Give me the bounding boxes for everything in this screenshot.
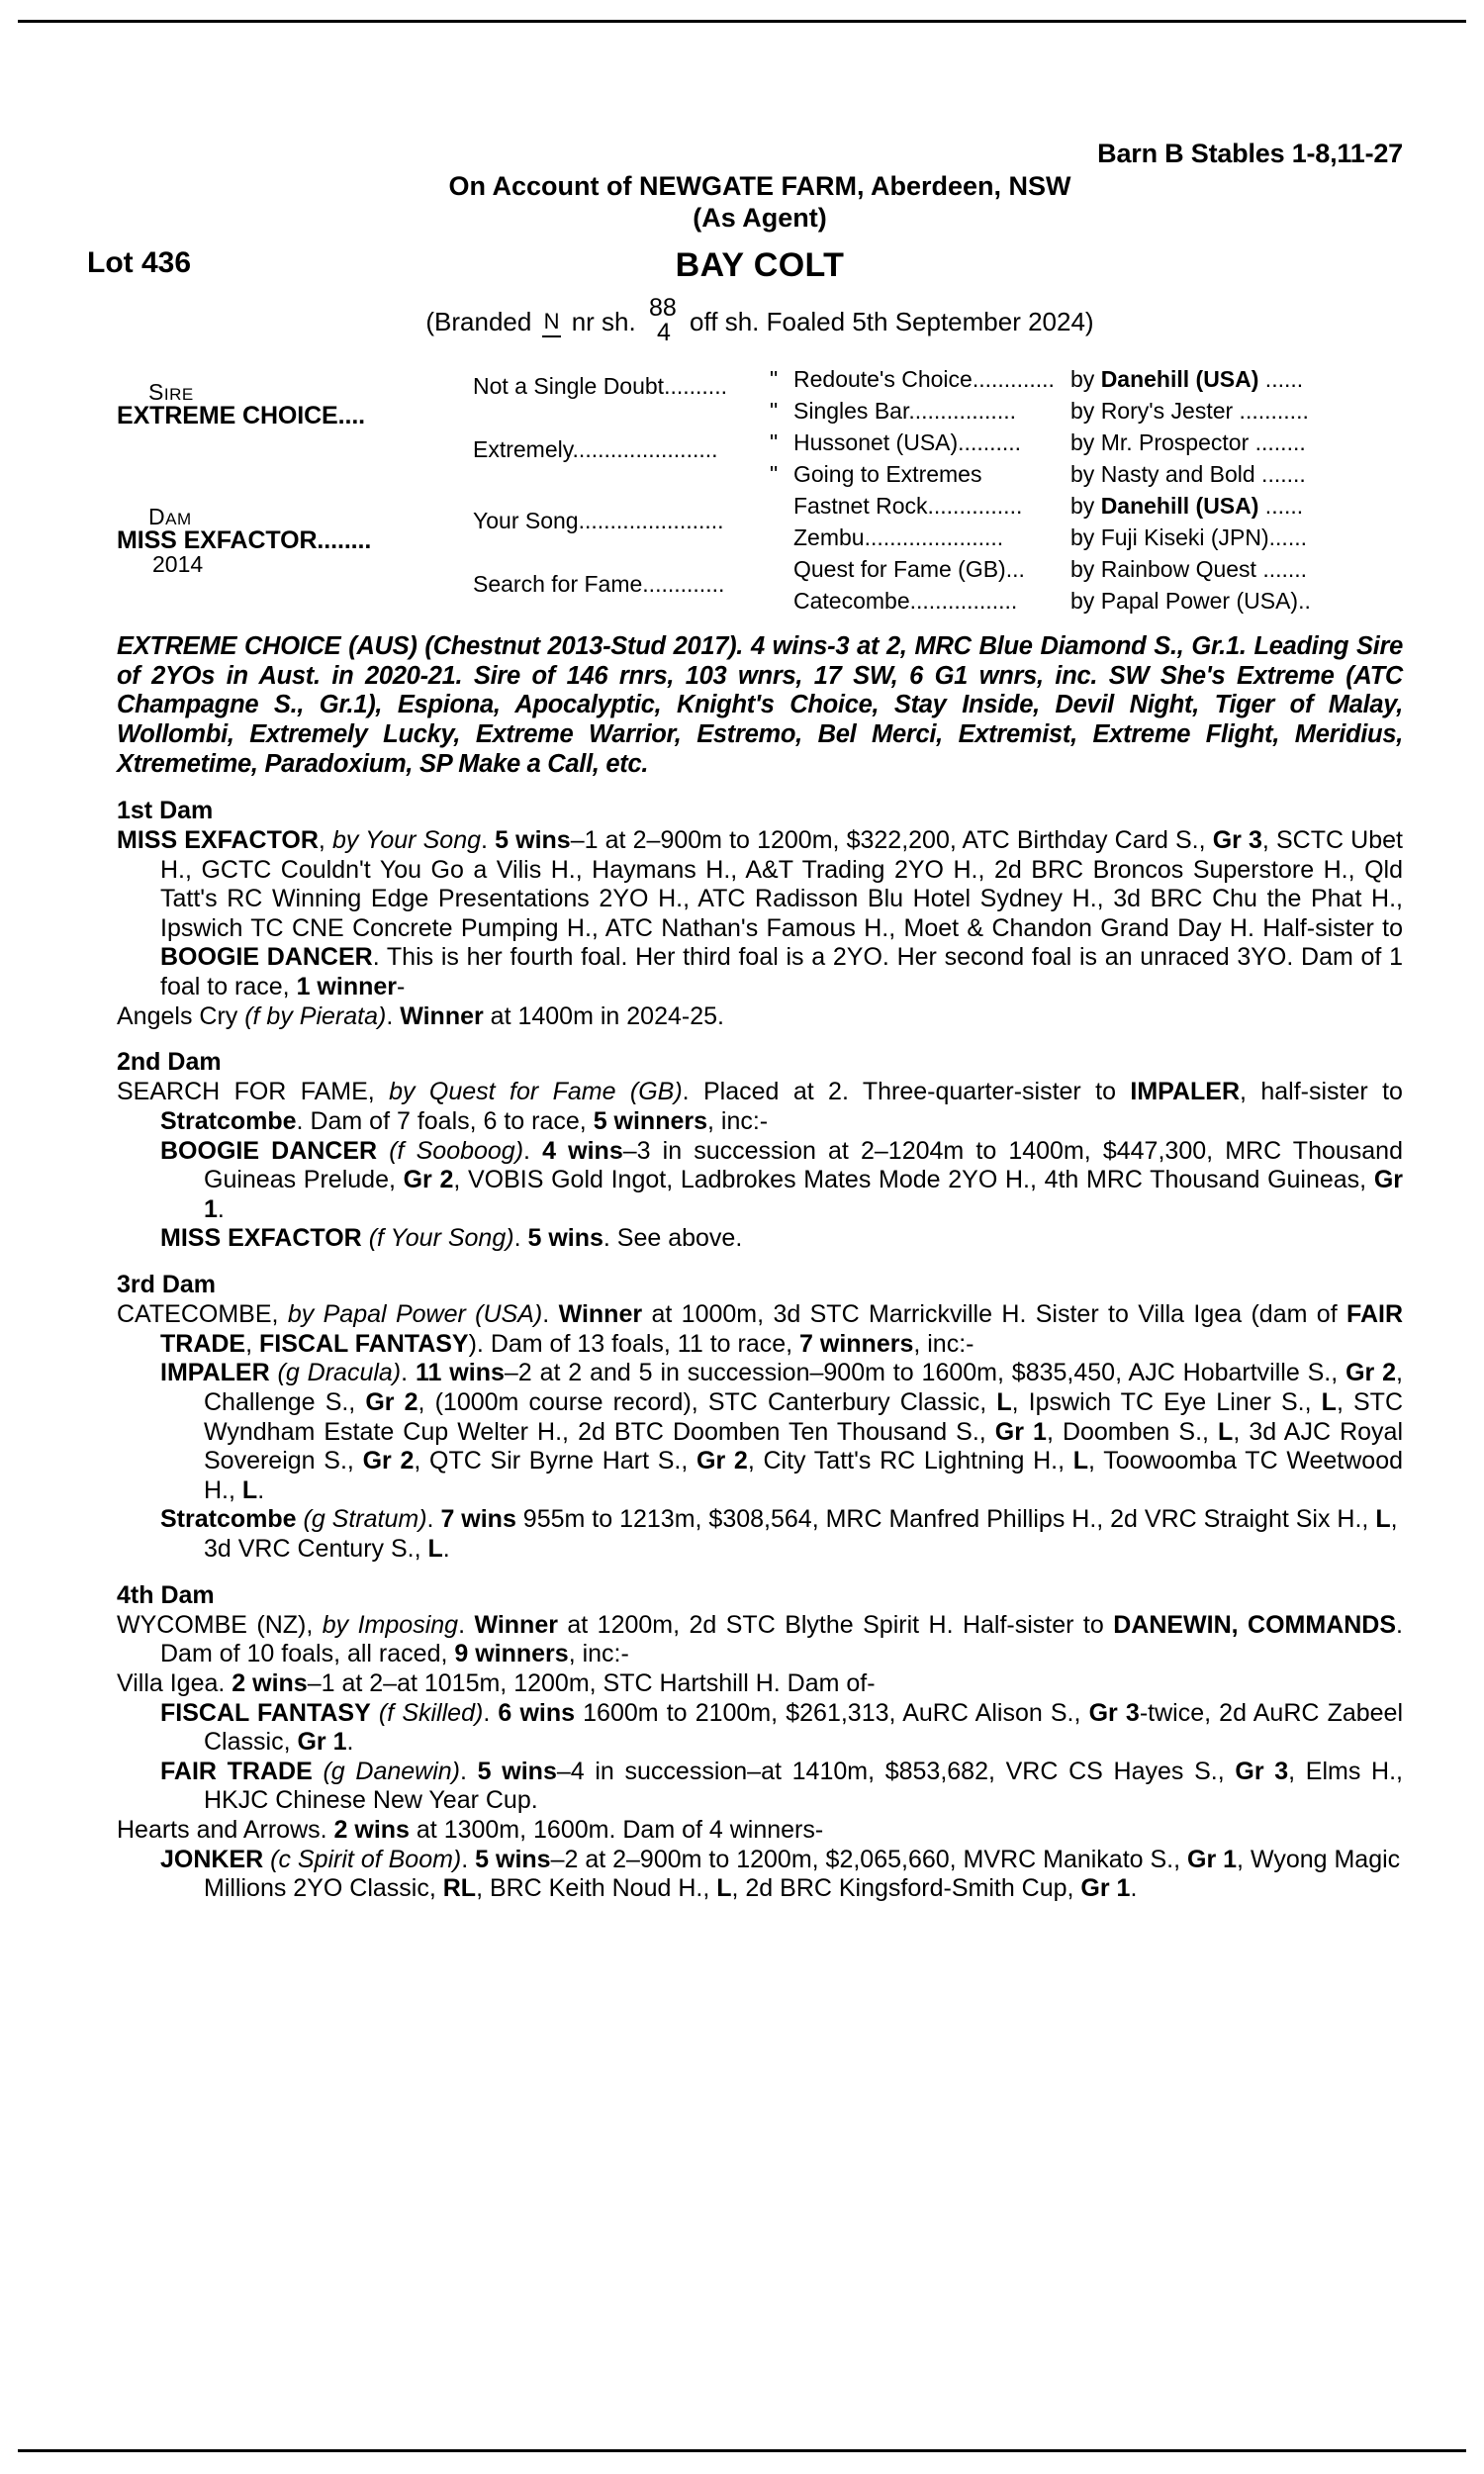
gen3-row: Singles Bar................. bbox=[793, 397, 1016, 424]
fourth-dam-heading: 4th Dam bbox=[117, 1580, 215, 1609]
barn-location: Barn B Stables 1-8,11-27 bbox=[1097, 139, 1403, 168]
gen2-row: Not a Single Doubt.......... bbox=[473, 372, 727, 399]
pedigree-grid bbox=[117, 363, 1403, 617]
lot-number: Lot 436 bbox=[87, 245, 192, 279]
third-dam-progeny: IMPALER (g Dracula). 11 wins–2 at 2 and 5 in succession–900m to 1600m, $835,450, AJC Hobartville S., Gr 2, Challenge S., Gr 2, (1000m course record), STC Canterbury Classic, L, Ipswich TC Eye Liner S., L, STC Wyndham Estate Cup Welter H., 2d BTC Doomben Ten Thousand S., Gr 1, Doomben S., L, 3d AJC Royal Sovereign S., Gr 2, QTC Sir Byrne Hart S., Gr 2, City Tatt's RC Lightning H., L, Toowoomba TC Weetwood H., L. bbox=[160, 1359, 1404, 1504]
by-sire-row: by Nasty and Bold ....... bbox=[1070, 460, 1306, 487]
fourth-dam-progeny: FAIR TRADE (g Danewin). 5 wins–4 in succession–at 1410m, $853,682, VRC CS Hayes S., Gr 3, Elms H., HKJC Chinese New Year Cup. bbox=[160, 1757, 1404, 1815]
first-dam-progeny: Angels Cry (f by Pierata). Winner at 1400m in 2024-25. bbox=[117, 1001, 724, 1030]
by-sire-row: by Rory's Jester ........... bbox=[1070, 397, 1309, 424]
sire-label: SIRE bbox=[148, 378, 194, 405]
brand-mid: nr sh. bbox=[571, 306, 636, 336]
pedigree-col-gen3 bbox=[793, 363, 1070, 617]
third-dam-progeny: Stratcombe (g Stratum). 7 wins 955m to 1213m, $308,564, MRC Manfred Phillips H., 2d VRC Straight Six H., L, 3d VRC Century S., L. bbox=[160, 1505, 1398, 1564]
page-top-rule bbox=[18, 20, 1466, 23]
pedigree-col-ditto bbox=[770, 363, 793, 490]
gen2-row: Your Song....................... bbox=[473, 507, 724, 533]
sire-summary: EXTREME CHOICE (AUS) (Chestnut 2013-Stud 2017). 4 wins-3 at 2, MRC Blue Diamond S., Gr.1. Leading Sire of 2YOs in Aust. in 2020-21. Sire of 146 rnrs, 103 wnrs, 17 SW, 6 G1 wnrs, inc. SW She's Extreme (ATC Champagne S., Gr.1), Espiona, Apocalyptic, Knight's Choice, Stay Inside, Devil Night, Tiger of Malay, Wollombi, Extremely Lucky, Extreme Warrior, Estremo, Bel Merci, Extremist, Extreme Flight, Meridius, Xtremetime, Paradoxium, SP Make a Call, etc. bbox=[117, 631, 1403, 779]
second-dam-heading: 2nd Dam bbox=[117, 1048, 222, 1077]
fourth-dam-hearts-and-arrows: Hearts and Arrows. 2 wins at 1300m, 1600m. Dam of 4 winners- bbox=[117, 1816, 824, 1845]
second-dam-record: SEARCH FOR FAME, by Quest for Fame (GB). Placed at 2. Three-quarter-sister to IMPALER, half-sister to Stratcombe. Dam of 7 foals, 6 to race, 5 winners, inc:- bbox=[117, 1078, 1403, 1135]
ditto-mark: " bbox=[770, 397, 779, 424]
brand-symbol-icon: N bbox=[542, 311, 562, 337]
first-dam-record: MISS EXFACTOR, by Your Song. 5 wins–1 at 2–900m to 1200m, $322,200, ATC Birthday Card S., Gr 3, SCTC Ubet H., GCTC Couldn't You Go a Vilis H., Haymans H., A&T Trading 2YO H., 2d BRC Broncos Superstore H., Qld Tatt's RC Winning Edge Presentations 2YO H., ATC Radisson Blu Hotel Sydney H., 3d BRC Chu the Phat H., Ipswich TC CNE Concrete Pumping H., ATC Nathan's Famous H., Moet & Chandon Grand Day H. Half-sister to BOOGIE DANCER. This is her fourth foal. Her third foal is a 2YO. Her second foal is an unraced 3YO. Dam of 1 foal to race, 1 winner- bbox=[117, 825, 1403, 1001]
gen3-row: Going to Extremes bbox=[793, 460, 982, 487]
page-title: BAY COLT bbox=[675, 245, 845, 284]
second-dam-progeny: MISS EXFACTOR (f Your Song). 5 wins. See above. bbox=[160, 1224, 743, 1253]
third-dam-heading: 3rd Dam bbox=[117, 1271, 217, 1299]
ditto-mark: " bbox=[770, 428, 779, 455]
dam-year: 2014 bbox=[152, 550, 204, 577]
by-sire-row: by Mr. Prospector ........ bbox=[1070, 428, 1306, 455]
gen3-row: Catecombe................. bbox=[793, 587, 1018, 614]
ditto-mark: " bbox=[770, 460, 779, 487]
brand-fraction bbox=[648, 293, 677, 346]
dam-name: MISS EXFACTOR........ bbox=[117, 525, 372, 554]
ditto-mark: " bbox=[770, 365, 779, 392]
gen3-row: Redoute's Choice............. bbox=[793, 365, 1055, 392]
by-sire-row: by Danehill (USA) ...... bbox=[1070, 365, 1304, 392]
pedigree-col-gen2 bbox=[473, 363, 770, 607]
sire-name: EXTREME CHOICE.... bbox=[117, 401, 366, 429]
agent-line: (As Agent) bbox=[693, 202, 827, 233]
by-sire-row: by Fuji Kiseki (JPN)...... bbox=[1070, 523, 1307, 550]
third-dam-record: CATECOMBE, by Papal Power (USA). Winner at 1000m, 3d STC Marrickville H. Sister to Villa Igea (dam of FAIR TRADE, FISCAL FANTASY). Dam of 13 foals, 11 to race, 7 winners, inc:- bbox=[117, 1300, 1403, 1358]
first-dam-heading: 1st Dam bbox=[117, 796, 214, 824]
vendor-line: On Account of NEWGATE FARM, Aberdeen, NSW bbox=[448, 171, 1071, 202]
pedigree-table bbox=[117, 363, 1403, 617]
page-bottom-rule bbox=[18, 2449, 1466, 2452]
by-sire-row: by Papal Power (USA).. bbox=[1070, 587, 1311, 614]
by-sire-row: by Rainbow Quest ....... bbox=[1070, 555, 1308, 582]
brand-fraction-numerator: 88 bbox=[648, 293, 677, 322]
gen3-row: Fastnet Rock............... bbox=[793, 492, 1023, 519]
gen2-row: Search for Fame............. bbox=[473, 570, 725, 597]
second-dam-progeny: BOOGIE DANCER (f Sooboog). 4 wins–3 in succession at 2–1204m to 1400m, $447,300, MRC Thousand Guineas Prelude, Gr 2, VOBIS Gold Ingot, Ladbrokes Mates Mode 2YO H., 4th MRC Thousand Guineas, Gr 1. bbox=[160, 1136, 1403, 1223]
brand-prefix: (Branded bbox=[425, 306, 532, 336]
fourth-dam-record: WYCOMBE (NZ), by Imposing. Winner at 1200m, 2d STC Blythe Spirit H. Half-sister to DANEWIN, COMMANDS. Dam of 10 foals, all raced, 9 winners, inc:- bbox=[117, 1610, 1403, 1668]
brand-fraction-denominator: 4 bbox=[656, 318, 671, 346]
fourth-dam-progeny: FISCAL FANTASY (f Skilled). 6 wins 1600m to 2100m, $261,313, AuRC Alison S., Gr 3-twice, 2d AuRC Zabeel Classic, Gr 1. bbox=[160, 1698, 1404, 1757]
page-content bbox=[87, 139, 1404, 1904]
fourth-dam-villa-igea: Villa Igea. 2 wins–1 at 2–at 1015m, 1200m, STC Hartshill H. Dam of- bbox=[117, 1668, 876, 1697]
brand-suffix: off sh. Foaled 5th September 2024) bbox=[690, 306, 1094, 336]
title-row bbox=[87, 245, 1403, 292]
pedigree-col-bysire bbox=[1070, 363, 1403, 617]
by-sire-row: by Danehill (USA) ...... bbox=[1070, 492, 1304, 519]
gen3-row: Quest for Fame (GB)... bbox=[793, 555, 1025, 582]
gen3-row: Zembu...................... bbox=[793, 523, 1004, 550]
pedigree-col-parents bbox=[117, 363, 473, 576]
gen3-row: Hussonet (USA).......... bbox=[793, 428, 1022, 455]
dam-label: DAM bbox=[148, 503, 192, 529]
gen2-row: Extremely....................... bbox=[473, 435, 718, 462]
fourth-dam-jonker: JONKER (c Spirit of Boom). 5 wins–2 at 2–900m to 1200m, $2,065,660, MVRC Manikato S., Gr 1, Wyong Magic Millions 2YO Classic, RL, BRC Keith Noud H., L, 2d BRC Kingsford-Smith Cup, Gr 1. bbox=[160, 1845, 1401, 1903]
brand-line bbox=[117, 293, 1403, 346]
